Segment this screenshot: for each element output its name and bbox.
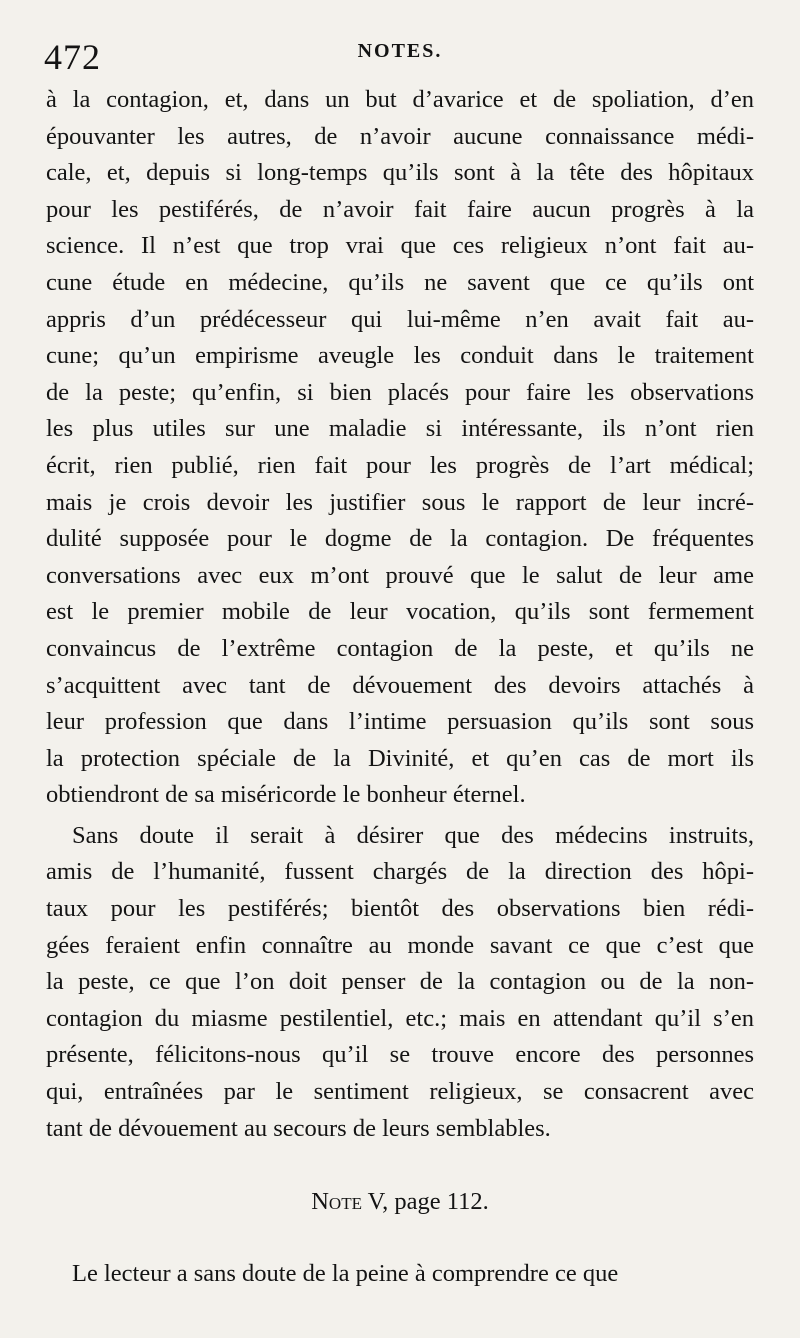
text-line: leur profession que dans l’intime persuasion qu’ils sont sous <box>46 708 754 736</box>
text-line: épouvanter les autres, de n’avoir aucune connaissance médi- <box>46 122 754 150</box>
text-line: à la contagion, et, dans un but d’avarice et de spoliation, d’en <box>46 86 754 113</box>
running-title: NOTES. <box>357 40 443 62</box>
text-line: Sans doute il serait à désirer que des médecins instruits, <box>72 821 754 849</box>
text-line: gées feraient enfin connaître au monde savant ce que c’est que <box>46 931 754 959</box>
text-line: science. Il n’est que trop vrai que ces religieux n’ont fait au- <box>46 232 754 260</box>
text-line: conversations avec eux m’ont prouvé que le salut de leur ame <box>46 561 754 589</box>
text-line: de la peste; qu’enfin, si bien placés pour faire les observations <box>46 378 754 406</box>
text-line: mais je crois devoir les justifier sous le rapport de leur incré- <box>46 488 754 516</box>
text-line: cale, et, depuis si long-temps qu’ils sont à la tête des hôpitaux <box>46 159 754 187</box>
text-line: est le premier mobile de leur vocation, qu’ils sont fermement <box>46 598 754 626</box>
text-line: appris d’un prédécesseur qui lui-même n’en avait fait au- <box>46 305 754 333</box>
note-label-initial: N <box>311 1188 329 1215</box>
text-line: tant de dévouement au secours de leurs semblables. <box>46 1114 551 1142</box>
text-line: la peste, ce que l’on doit penser de la contagion ou de la non- <box>46 968 754 996</box>
paragraph-2 <box>46 818 754 1147</box>
text-line: présente, félicitons-nous qu’il se trouve encore des personnes <box>46 1041 754 1069</box>
text-line: cune; qu’un empirisme aveugle les conduit dans le traitement <box>46 342 754 370</box>
page-header <box>44 32 756 82</box>
text-line: les plus utiles sur une maladie si intéressante, ils n’ont rien <box>46 415 754 443</box>
text-line: taux pour les pestiférés; bientôt des observations bien rédi- <box>46 895 754 923</box>
body-text <box>46 82 754 1147</box>
text-line: écrit, rien publié, rien fait pour les progrès de l’art médical; <box>46 451 754 479</box>
text-line: obtiendront de sa miséricorde le bonheur éternel. <box>46 781 526 809</box>
text-line: qui, entraînées par le sentiment religieux, se consacrent avec <box>46 1078 754 1106</box>
note-label-suffix: V, page 112. <box>361 1188 489 1215</box>
note-heading <box>0 1184 800 1220</box>
text-line: s’acquittent avec tant de dévouement des devoirs attachés à <box>46 671 754 699</box>
text-line: convaincus de l’extrême contagion de la peste, et qu’ils ne <box>46 634 754 662</box>
page-number: 472 <box>44 37 101 77</box>
text-line: Le lecteur a sans doute de la peine à comprendre ce que <box>72 1260 619 1287</box>
paragraph-1 <box>46 82 754 814</box>
final-line-block <box>46 1256 754 1293</box>
text-line: dulité supposée pour le dogme de la contagion. De fréquentes <box>46 525 754 553</box>
text-line: contagion du miasme pestilentiel, etc.; mais en attendant qu’il s’en <box>46 1004 754 1032</box>
text-line: amis de l’humanité, fussent chargés de la direction des hôpi- <box>46 858 754 886</box>
text-line: la protection spéciale de la Divinité, et qu’en cas de mort ils <box>46 744 754 772</box>
text-line: pour les pestiférés, de n’avoir fait faire aucun progrès à la <box>46 195 754 223</box>
note-label-rest: ote <box>328 1188 362 1215</box>
text-line: cune étude en médecine, qu’ils ne savent que ce qu’ils ont <box>46 268 754 296</box>
